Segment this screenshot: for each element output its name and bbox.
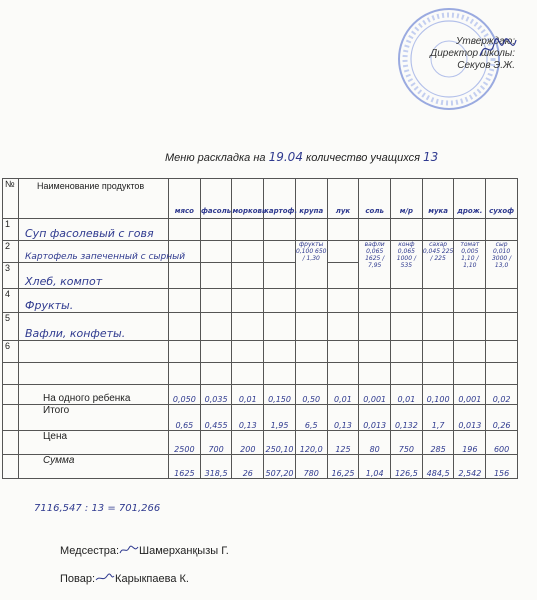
norm-cell: конф 0,065 1000 / 535: [391, 241, 423, 289]
per-child-value: 0,035: [200, 385, 232, 405]
dish-name: [19, 341, 169, 363]
per-child-value: 0,01: [327, 385, 359, 405]
nurse-name: Шамерханқызы Г.: [139, 545, 229, 557]
cook-label: Повар:: [60, 573, 96, 585]
cook-signature: [95, 573, 115, 583]
menu-heading: [165, 150, 438, 164]
total-value: 0,26: [486, 405, 518, 431]
sum-value: 484,5: [422, 455, 454, 479]
col-header: мясо: [169, 179, 201, 219]
menu-table: [2, 178, 518, 479]
dish-name: Картофель запеченный с сырный: [19, 241, 169, 263]
approval-name: Секуов Э.Ж.: [457, 60, 515, 71]
row-number: 4: [3, 289, 19, 313]
row-number: 3: [3, 263, 19, 289]
sum-value: 1,04: [359, 455, 391, 479]
nurse-signature: [119, 545, 139, 555]
total-value: 0,132: [391, 405, 423, 431]
sum-row: [3, 455, 518, 479]
sum-value: 16,25: [327, 455, 359, 479]
total-value: 0,013: [359, 405, 391, 431]
total-value: 0,65: [169, 405, 201, 431]
cook-signature-line: [60, 572, 189, 585]
total-row: [3, 405, 518, 431]
col-header: крупа: [295, 179, 327, 219]
total-value: 0,455: [200, 405, 232, 431]
sum-value: 26: [232, 455, 264, 479]
per-child-value: 0,100: [422, 385, 454, 405]
price-value: 196: [454, 431, 486, 455]
norm-cell: томат 0,005 1,10 / 1,10: [454, 241, 486, 289]
per-child-value: 0,001: [359, 385, 391, 405]
norm-cell: сыр 0,010 3000 / 13,0: [486, 241, 518, 289]
sum-value: 318,5: [200, 455, 232, 479]
total-label: Итого: [19, 405, 169, 431]
per-child-value: 0,01: [232, 385, 264, 405]
sum-value: 156: [486, 455, 518, 479]
approval-position: Директор школы:: [430, 48, 515, 59]
col-header: м/р: [391, 179, 423, 219]
sum-value: 126,5: [391, 455, 423, 479]
name-header: Наименование продуктов: [19, 179, 169, 219]
price-row: [3, 431, 518, 455]
price-value: 250,10: [264, 431, 296, 455]
total-value: 0,13: [232, 405, 264, 431]
total-value: 1,7: [422, 405, 454, 431]
col-header: фасоль: [200, 179, 232, 219]
row-number: 6: [3, 341, 19, 363]
per-child-row: [3, 385, 518, 405]
total-value: 6,5: [295, 405, 327, 431]
price-value: 80: [359, 431, 391, 455]
nurse-signature-line: [60, 544, 229, 557]
price-value: 285: [422, 431, 454, 455]
heading-count: 13: [423, 150, 439, 164]
director-signature: [478, 34, 518, 64]
total-value: 0,013: [454, 405, 486, 431]
dish-name: Фрукты.: [19, 289, 169, 313]
heading-date: 19.04: [268, 150, 303, 164]
per-child-value: 0,01: [391, 385, 423, 405]
per-child-value: 0,001: [454, 385, 486, 405]
per-child-value: 0,50: [295, 385, 327, 405]
norm-cell: вафли 0,065 1625 / 7,95: [359, 241, 391, 289]
table-row: [3, 241, 518, 263]
dish-name: Хлеб, компот: [19, 263, 169, 289]
col-header: морковь: [232, 179, 264, 219]
norm-cell: сахар 0,045 225 / 225: [422, 241, 454, 289]
dish-name: Вафли, конфеты.: [19, 313, 169, 341]
sum-value: 1625: [169, 455, 201, 479]
cook-name: Карыкпаева К.: [115, 573, 189, 585]
total-value: 0,13: [327, 405, 359, 431]
approval-title: Утверждаю:: [456, 36, 515, 47]
heading-middle: количество учащихся: [306, 152, 420, 164]
per-child-value: 0,150: [264, 385, 296, 405]
norm-cell: фрукты 0,100 650 / 1,30: [295, 241, 327, 289]
price-value: 2500: [169, 431, 201, 455]
sum-value: 780: [295, 455, 327, 479]
heading-prefix: Меню раскладка на: [165, 152, 266, 164]
total-calculation: 7116,547 : 13 = 701,266: [34, 503, 161, 514]
col-header: дрож.: [454, 179, 486, 219]
table-row: [3, 219, 518, 241]
price-label: Цена: [19, 431, 169, 455]
price-value: 125: [327, 431, 359, 455]
row-number: 2: [3, 241, 19, 263]
price-value: 120,0: [295, 431, 327, 455]
table-row: [3, 289, 518, 313]
sum-label: Сумма: [19, 455, 169, 479]
sum-value: 2,542: [454, 455, 486, 479]
row-number: 1: [3, 219, 19, 241]
price-value: 700: [200, 431, 232, 455]
per-child-value: 0,050: [169, 385, 201, 405]
row-number: 5: [3, 313, 19, 341]
per-child-label: На одного ребенка: [19, 385, 169, 405]
nurse-label: Медсестра:: [60, 545, 120, 557]
header-row: [3, 179, 518, 219]
per-child-value: 0,02: [486, 385, 518, 405]
col-header: картоф.: [264, 179, 296, 219]
table-row: [3, 341, 518, 363]
col-header: лук: [327, 179, 359, 219]
col-header: соль: [359, 179, 391, 219]
price-value: 750: [391, 431, 423, 455]
col-header: мука: [422, 179, 454, 219]
price-value: 200: [232, 431, 264, 455]
dish-name: Суп фасолевый с говя: [19, 219, 169, 241]
table-row: [3, 313, 518, 341]
total-value: 1,95: [264, 405, 296, 431]
num-header: №: [3, 179, 19, 219]
sum-value: 507,20: [264, 455, 296, 479]
col-header: сухоф: [486, 179, 518, 219]
price-value: 600: [486, 431, 518, 455]
